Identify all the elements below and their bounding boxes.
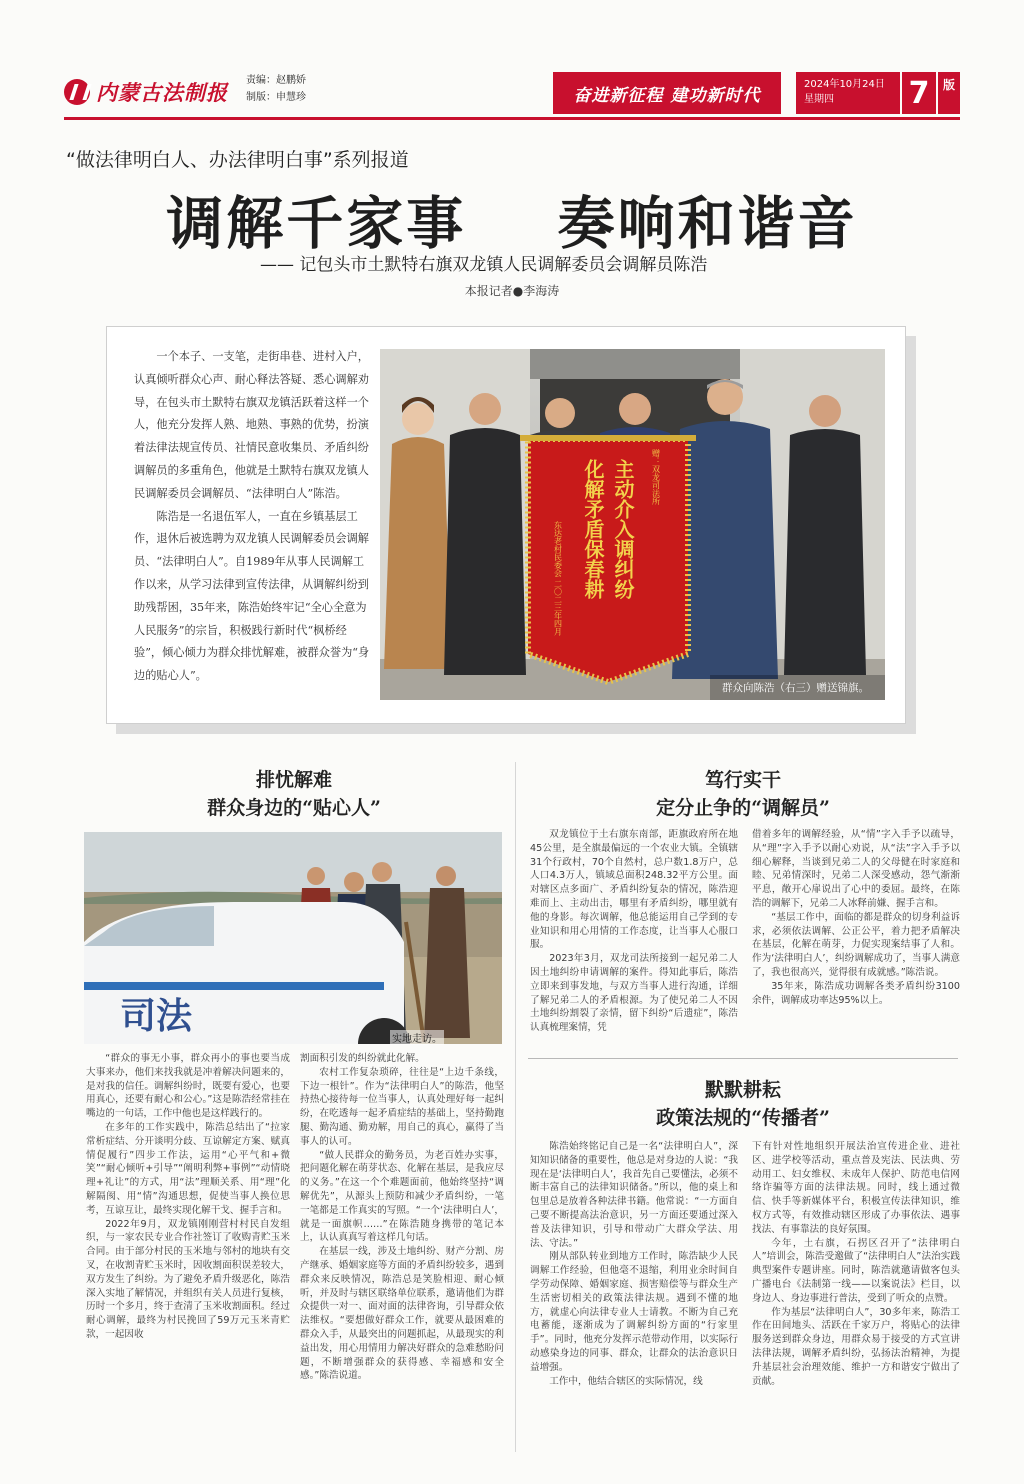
paragraph: 在多年的工作实践中，陈浩总结出了“拉家常析症结、分开谈明分歧、互谅解定方案、赋真情促履行”四步工作法，运用“心平气和+微笑”“耐心倾听+引导”“阐明利弊+事例”“动情晓理+礼让”的方式，用“法”理顺关系、用“理”化解隔阂、用“情”沟通思想，促使当事人换位思考，互谅互让，最终实现化解干戈、握手言和。	[86, 1121, 290, 1216]
section-heading-line2: 定分止争的“调解员”	[656, 797, 830, 819]
slogan-banner: 奋进新征程 建功新时代	[553, 72, 781, 114]
intro-text	[134, 346, 370, 688]
paragraph: 借着多年的调解经验，从“情”字入手予以疏导，从“理”字入手予以耐心劝说，从“法”字入手予以细心解释，当谈到兄弟二人的父母健在时家庭和睦、兄弟情深时，兄弟二人深受感动，怨气渐渐平息，敞开心扉说出了心中的委屈。最终，在陈浩的调解下，兄弟二人冰释前嫌、握手言和。	[752, 829, 960, 909]
banner-presentation-photo	[380, 349, 885, 700]
byline: 本报记者●李海涛	[464, 284, 560, 298]
page-number: 7	[902, 72, 936, 114]
section-heading	[528, 1076, 958, 1132]
banner-donor-text: 赠：双龙司法所	[651, 449, 661, 505]
logo-emblem-icon	[64, 79, 90, 105]
paragraph: “群众的事无小事，群众再小的事也要当成大事来办，他们来找我就是冲着解决问题来的，是对我的信任。调解纠纷时，既要有爱心，也要用真心，还要有耐心和公心。”这是陈浩经常挂在嘴边的一句话，工作中他也是这样践行的。	[86, 1053, 290, 1120]
paragraph: 在基层一线，涉及土地纠纷、财产分割、房产继承、婚姻家庭等方面的矛盾纠纷较多，遇到群众来反映情况，陈浩总是笑脸相迎、耐心倾听，并及时与辖区联络单位联系，邀请他们为群众提供一对一、面对面的法律咨询，引导群众依法维权。“要想做好群众工作，就要从最困难的群众入手，从最突出的问题抓起，从最现实的利益出发，用心用情用力解决好群众的急难愁盼问题，不断增强群众的获得感、幸福感和安全感。”陈浩说道。	[300, 1246, 504, 1382]
article-column	[752, 1140, 960, 1388]
banner-date-text: 东达老村民委会 二〇二三年四月	[553, 521, 563, 636]
banner-right-text: 主动介入调纠纷	[611, 459, 635, 599]
paragraph: 2023年3月，双龙司法所接到一起兄弟二人因土地纠纷申请调解的案件。得知此事后，陈浩立即来到事发地，与双方当事人进行沟通，详细了解兄弟二人的矛盾根源。为了使兄弟二人不因土地纠纷割裂了亲情，留下纠纷“后遗症”，陈浩认真梳理案情，凭	[530, 953, 738, 1034]
paragraph: 下有针对性地组织开展法治宣传进企业、进社区、进学校等活动，重点普及宪法、民法典、劳动用工、妇女维权、未成年人保护、防范电信网络诈骗等方面的法律法规。同时，线上通过微信、快手等新媒体平台，积极宣传法律知识，维权方式等，有效推动辖区形成了办事依法、遇事找法、有事靠法的良好氛围。	[752, 1141, 960, 1235]
paragraph: 双龙镇位于土右旗东南部，距旗政府所在地45公里，是全旗最偏远的一个农业大镇。全镇辖31个行政村，70个自然村，总户数1.8万户，总人口4.3万人，镇域总面积248.32平方公里。面对辖区点多面广、矛盾纠纷复杂的情况，陈浩迎难而上、主动出击，哪里有矛盾纠纷，哪里就有他的身影。每次调解，他总能运用自己学到的专业知识和用心用情的工作态度，让当事人心服口服。	[530, 829, 738, 951]
paragraph: 陈浩始终铭记自己是一名“法律明白人”，深知知识储备的重要性，他总是对身边的人说：“我现在是‘法律明白人’，我首先自己要懂法，必须不断丰富自己的法律知识储备。”所以，他的桌上和包里总是放着各种法律书籍。他常说：“一方面自己要不断提高法治意识，另一方面还要通过深入普及法律知识，引导和带动广大群众学法、用法、守法。”	[530, 1141, 738, 1249]
field-visit-photo	[84, 832, 502, 1044]
paragraph: 今年，土右旗，石拐区召开了“法律明白人”培训会，陈浩受邀做了“法律明白人”法治实践典型案件专题讲座。同时，陈浩就邀请做客包头广播电台《法制第一线——以案说法》栏目，以身边人、身边事进行普法，受到了听众的点赞。	[752, 1237, 960, 1304]
editor-credits	[246, 72, 306, 106]
section-heading-line1: 笃行实干	[704, 769, 781, 791]
silk-banner	[520, 435, 696, 682]
photo-caption: 群众向陈浩（右三）赠送锦旗。	[722, 682, 869, 694]
column-divider	[515, 762, 516, 1452]
person-man-3	[784, 395, 866, 675]
person-man-1	[444, 393, 526, 675]
intro-paragraph: 陈浩是一名退伍军人，一直在乡镇基层工作，退休后被选聘为双龙镇人民调解委员会调解员、“法律明白人”。自1989年从事人民调解工作以来，从学习法律到宣传法律，从调解纠纷到助残帮困，35年来，陈浩始终牢记“全心全意为人民服务”的宗旨，积极践行新时代“枫桥经验”，倾心倾力为群众排忧解难，被群众誉为“身边的贴心人”。	[134, 509, 370, 683]
paragraph: 割面积引发的纠纷就此化解。	[300, 1053, 425, 1064]
subheadline: —— 记包头市土默特右旗双龙镇人民调解委员会调解员陈浩	[260, 255, 708, 275]
masthead-divider	[64, 117, 960, 120]
series-title: “做法律明白人、办法律明白事”系列报道	[66, 149, 409, 171]
newspaper-logo	[64, 74, 234, 110]
edition-label: 版	[938, 72, 960, 114]
section-heading-line2: 政策法规的“传播者”	[656, 1107, 830, 1129]
article-column	[530, 1140, 738, 1388]
paper-name: 内蒙古法制报	[96, 80, 228, 105]
headline: 调解千家事 奏响和谐音	[166, 190, 858, 257]
article-column	[530, 828, 738, 1035]
paragraph: 刚从部队转业到地方工作时，陈浩缺少人民调解工作经验，但他毫不退缩，利用业余时间自学劳动保障、婚姻家庭、损害赔偿等与群众生产生活密切相关的政策法律法规。遇到不懂的地方，就虚心向法律专业人士请教。不断为自己充电蓄能，逐渐成为了调解纠纷方面的“行家里手”。同时，他充分发挥示范带动作用，以实际行动感染身边的同事、群众，让群众的法治意识日益增强。	[530, 1251, 738, 1373]
date-box	[796, 72, 900, 114]
paragraph: 工作中，他结合辖区的实际情况，线	[549, 1375, 703, 1387]
section-heading	[84, 766, 504, 822]
section-heading	[528, 766, 958, 822]
paragraph: 2022年9月，双龙镇刚刚营村村民自发组织，与一家农民专业合作社签订了收购青贮玉米合同。由于部分村民的玉米地与邻村的地块有交叉，在收割青贮玉米时，因收割面积误差较大，双方发生了纠纷。为了避免矛盾升级恶化，陈浩深入实地了解情况，并组织有关人员进行复核，历时一个多月，终于查清了玉米收割面积。经过耐心调解，最终为村民挽回了59万元玉米青贮款，一起因收	[86, 1218, 290, 1340]
car-label: 司法	[120, 996, 193, 1037]
section-heading-line1: 排忧解难	[255, 769, 332, 791]
editor-line: 责编：赵鹏娇	[246, 75, 306, 86]
section-heading-line1: 默默耕耘	[704, 1079, 781, 1101]
paragraph: 农村工作复杂琐碎，往往是“上边千条线，下边一根针”。作为“法律明白人”的陈浩，他坚持热心接待每一位当事人，认真处理好每一起纠纷，在吃透每一起矛盾症结的基础上，坚持勤跑腿、勤沟通、勤劝解，用自己的真心，赢得了当事人的认可。	[300, 1066, 504, 1147]
paragraph: 作为基层“法律明白人”，30多年来，陈浩工作在田间地头、活跃在千家万户，将贴心的法律服务送到群众身边，用群众易于接受的方式宣讲法律法规，调解矛盾纠纷，弘扬法治精神，为提升基层社会治理效能、维护一方和谐安宁做出了贡献。	[752, 1306, 960, 1387]
paragraph: “做人民群众的勤务员，为老百姓办实事，把问题化解在萌芽状态、化解在基层，是我应尽的义务。”在这一个个难题面前，他始终坚持“调解优先”，从源头上预防和减少矛盾纠纷，一笔一笔都是工作真实的写照。“一个‘法律明白人’，就是一面旗帜……”在陈浩随身携带的笔记本上，认认真真写着这样几句话。	[300, 1149, 504, 1244]
person-villager-2	[424, 866, 470, 1038]
intro-paragraph: 一个本子、一支笔，走街串巷、进村入户，认真倾听群众心声、耐心释法答疑、悉心调解劝导，在包头市土默特右旗双龙镇活跃着这样一个人，他充分发挥人熟、地熟、事熟的优势，扮演着法律法规宣传员、社情民意收集员、矛盾纠纷调解员的多重角色，他就是土默特右旗双龙镇人民调解委员会调解员、“法律明白人”陈浩。	[134, 350, 369, 500]
banner-left-text: 化解矛盾保春耕	[581, 459, 605, 599]
photo-caption: 实地走访。	[390, 1030, 444, 1045]
article-column	[752, 828, 960, 1007]
article-column	[86, 1052, 290, 1342]
paragraph: 35年来，陈浩成功调解各类矛盾纠纷3100余件，调解成功率达95%以上。	[752, 980, 960, 1006]
issue-weekday: 星期四	[804, 94, 834, 105]
issue-date: 2024年10月24日	[804, 79, 885, 90]
section-divider	[528, 1058, 958, 1059]
photo-illustration	[380, 349, 885, 700]
producer-line: 制版：申慧珍	[246, 92, 306, 103]
article-column	[300, 1052, 504, 1383]
photo-illustration	[84, 832, 502, 1044]
section-heading-line2: 群众身边的“贴心人”	[207, 797, 381, 819]
paragraph: “基层工作中，面临的都是群众的切身利益诉求，必须依法调解、公正公平，着力把矛盾解决在基层，化解在萌芽，力促实现案结事了人和。作为‘法律明白人’，纠纷调解成功了，当事人满意了，我也很高兴，觉得很有成就感。”陈浩说。	[752, 911, 960, 978]
